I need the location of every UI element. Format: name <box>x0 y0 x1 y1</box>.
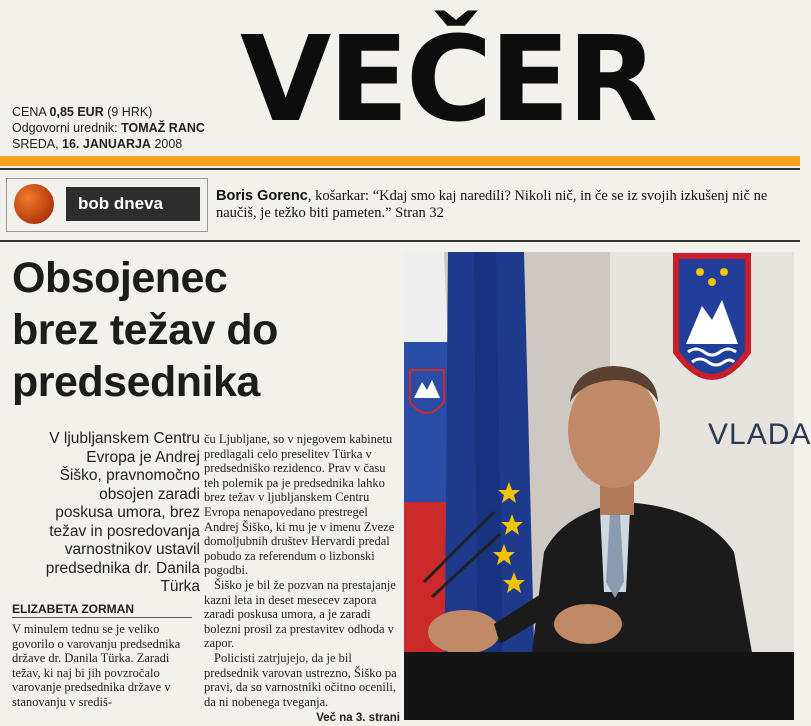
quote-of-the-day <box>216 188 796 222</box>
editor-line <box>12 120 205 136</box>
masthead-orange-rule <box>0 156 800 166</box>
editor-label: Odgovorni urednik: <box>12 121 118 135</box>
bean-icon <box>14 184 54 224</box>
continued-link[interactable]: Več na 3. strani <box>316 712 400 725</box>
column-2-paragraph-3: Policisti zatrjujejo, da je bil predsednik varovan ustrezno, Šiško pa pravi, da so varnostniki očitno ocenili, da ni nobenega tveganja. <box>204 650 397 709</box>
press-conference-illustration <box>404 252 794 720</box>
date-line <box>12 136 205 152</box>
coat-of-arms <box>676 256 748 377</box>
article-lede: V ljubljanskem Centru Evropa je Andrej Šiško, pravnomočno obsojen zaradi poskusa umora, brez težav in posredovanja varnostnikov ustavil predsednika dr. Danila Türka <box>45 430 200 595</box>
vlada-sign: VLADA <box>708 418 811 451</box>
issue-info <box>12 104 205 152</box>
headline-line-3: predsednika <box>12 358 260 406</box>
article-column-2 <box>204 432 400 726</box>
issue-day: SREDA, <box>12 137 59 151</box>
issue-year: 2008 <box>154 137 183 151</box>
quote-page-ref: Stran 32 <box>395 205 444 221</box>
price-value: 0,85 EUR <box>49 105 104 119</box>
podium <box>404 652 794 720</box>
article-byline: ELIZABETA ZORMAN <box>12 602 134 616</box>
headline-line-1: Obsojenec <box>12 254 228 302</box>
price-alt: (9 HRK) <box>107 105 153 119</box>
price-label: CENA <box>12 105 47 119</box>
slovenian-flag <box>404 252 448 720</box>
newspaper-title: VEČER <box>240 10 655 148</box>
quote-speaker: Boris Gorenc <box>216 188 308 204</box>
issue-date: 16. JANUARJA <box>62 137 151 151</box>
article-headline <box>12 252 402 408</box>
byline-rule <box>12 617 192 618</box>
article-column-1: V minulem tednu se je veliko govorilo o varovanju predsednika države dr. Danila Türka. Zaradi težav, ki naj bi jih povzročalo varovanje predsednika države v stanovanju v središ- <box>12 622 181 709</box>
masthead-divider <box>0 168 800 170</box>
column-2-paragraph-1: ču Ljubljane, so v njegovem kabinetu predlagali celo preselitev Türka v predsedniško rezidenco. Prav v času teh polemik pa je predsednika lahko brez težav v ljubljanskem Centru Evropa nenapovedano prestregel Andrej Šiško, ki mu je v imenu Zveze domoljubnih društev Hervardi predal pobudo za referendum o lizbonski pogodbi. <box>204 432 395 578</box>
bob-dneva-label: bob dneva <box>66 187 200 221</box>
quote-speaker-role: , košarkar: <box>307 188 370 204</box>
price-line <box>12 104 205 120</box>
headline-line-2: brez težav do <box>12 306 278 354</box>
article-photo <box>404 252 811 720</box>
section-divider <box>0 240 800 242</box>
editor-name: TOMAŽ RANC <box>121 121 205 135</box>
quote-text: “Kdaj smo kaj naredili? Nikoli nič, in če se iz svojih izkušenj nič ne naučiš, je težko biti pameten.” <box>216 188 768 221</box>
column-2-paragraph-2: Šiško je bil že pozvan na prestajanje kazni leta in deset mesecev zapora zaradi poskusa umora, a je zaradi bolezni prosil za prestavitev odhoda v zapor. <box>204 577 396 651</box>
